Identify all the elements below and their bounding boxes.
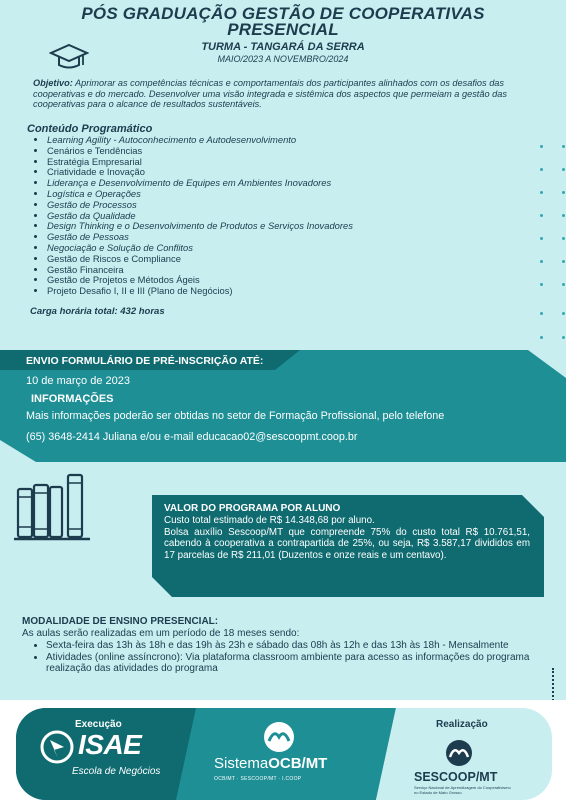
list-item: • Sexta-feira das 13h às 18h e das 19h às 23h e sábado das 08h às 12h e das 13h às 18h - Mensalmente [46, 640, 558, 652]
sistema-ocb-logo: SistemaOCB/MT [214, 755, 328, 772]
list-item: • Gestão Financeira [47, 265, 477, 276]
sescoop-subtitle: Serviço Nacional de Aprendizagem do Cooperativismo no Estado de Mato Grosso [414, 785, 511, 795]
realization-label: Realização [436, 719, 488, 730]
isae-logo: ISAE [78, 729, 142, 760]
content-title: Conteúdo Programático [27, 123, 153, 135]
list-item: • Estratégia Empresarial [47, 157, 477, 168]
list-item: • Gestão da Qualidade [47, 211, 477, 222]
execution-label: Execução [75, 719, 122, 730]
class-name: TURMA - TANGARÁ DA SERRA [201, 41, 365, 53]
info-text-line1: Mais informações poderão ser obtidas no setor de Formação Profissional, pelo telefone [26, 410, 445, 422]
list-item: • Logística e Operações [47, 189, 477, 200]
isae-logo-icon [40, 730, 74, 764]
list-item: • Negociação e Solução de Conflitos [47, 243, 477, 254]
modality-list [26, 640, 558, 675]
sescoop-logo: SESCOOP/MT [414, 770, 498, 784]
sistema-ocb-logo-icon [262, 720, 296, 754]
list-item: • Cenários e Tendências [47, 146, 477, 157]
info-title: INFORMAÇÕES [31, 393, 114, 405]
list-item: • Atividades (online assíncrono): Via plataforma classroom ambiente para acesso as informações do programa realização das atividades do programa [46, 652, 558, 675]
isae-subtitle: Escola de Negócios [72, 766, 161, 777]
sistema-ocb-subtitle: OCB/MT · SESCOOP/MT · I.COOP [214, 776, 302, 782]
sescoop-logo-icon [444, 738, 474, 768]
list-item: • Learning Agility - Autoconhecimento e Autodesenvolvimento [47, 135, 477, 146]
graduation-cap-icon [49, 43, 89, 71]
registration-title: ENVIO FORMULÁRIO DE PRÉ-INSCRIÇÃO ATÉ: [26, 355, 264, 367]
list-item: • Projeto Desafio I, II e III (Plano de Negócios) [47, 286, 477, 297]
list-item: • Liderança e Desenvolvimento de Equipes em Ambientes Inovadores [47, 178, 477, 189]
price-title: VALOR DO PROGRAMA POR ALUNO [164, 503, 341, 514]
content-list [33, 135, 477, 297]
page-title: PÓS GRADUAÇÃO GESTÃO DE COOPERATIVAS PRESENCIAL [81, 4, 485, 39]
books-icon [14, 467, 94, 547]
price-details: Custo total estimado de R$ 14.348,68 por aluno. Bolsa auxílio Sescoop/MT que compreende 75% do custo total R$ 10.761,51, cabendo à cooperativa a contrapartida de 25%, ou seja, R$ 3.587,17 divididos em 17 parcelas de R$ 211,01 (Duzentos e onze reais e um centavo). [164, 515, 530, 561]
list-item: • Gestão de Processos [47, 200, 477, 211]
program-period: MAIO/2023 A NOVEMBRO/2024 [217, 54, 349, 64]
list-item: • Criatividade e Inovação [47, 167, 477, 178]
list-item: • Gestão de Projetos e Métodos Ágeis [47, 275, 477, 286]
modality-intro: As aulas serão realizadas em um período de 18 meses sendo: [22, 628, 300, 639]
info-text-line2: (65) 3648-2414 Juliana e/ou e-mail educacao02@sescoopmt.coop.br [26, 431, 358, 443]
workload-text: Carga horária total: 432 horas [30, 306, 165, 317]
list-item: • Design Thinking e o Desenvolvimento de Produtos e Serviços Inovadores [47, 221, 477, 232]
registration-date: 10 de março de 2023 [26, 375, 130, 387]
list-item: • Gestão de Riscos e Compliance [47, 254, 477, 265]
objective-paragraph: Objetivo: Aprimorar as competências técnicas e comportamentais dos participantes alinhados com os desafios das cooperativas e do mercado. Desenvolver uma visão integrada e sistêmica dos aspectos que permeiam a gestão das cooperativas para o alcance de resultados sustentáveis. [33, 78, 507, 109]
list-item: • Gestão de Pessoas [47, 232, 477, 243]
modality-title: MODALIDADE DE ENSINO PRESENCIAL: [22, 616, 219, 627]
